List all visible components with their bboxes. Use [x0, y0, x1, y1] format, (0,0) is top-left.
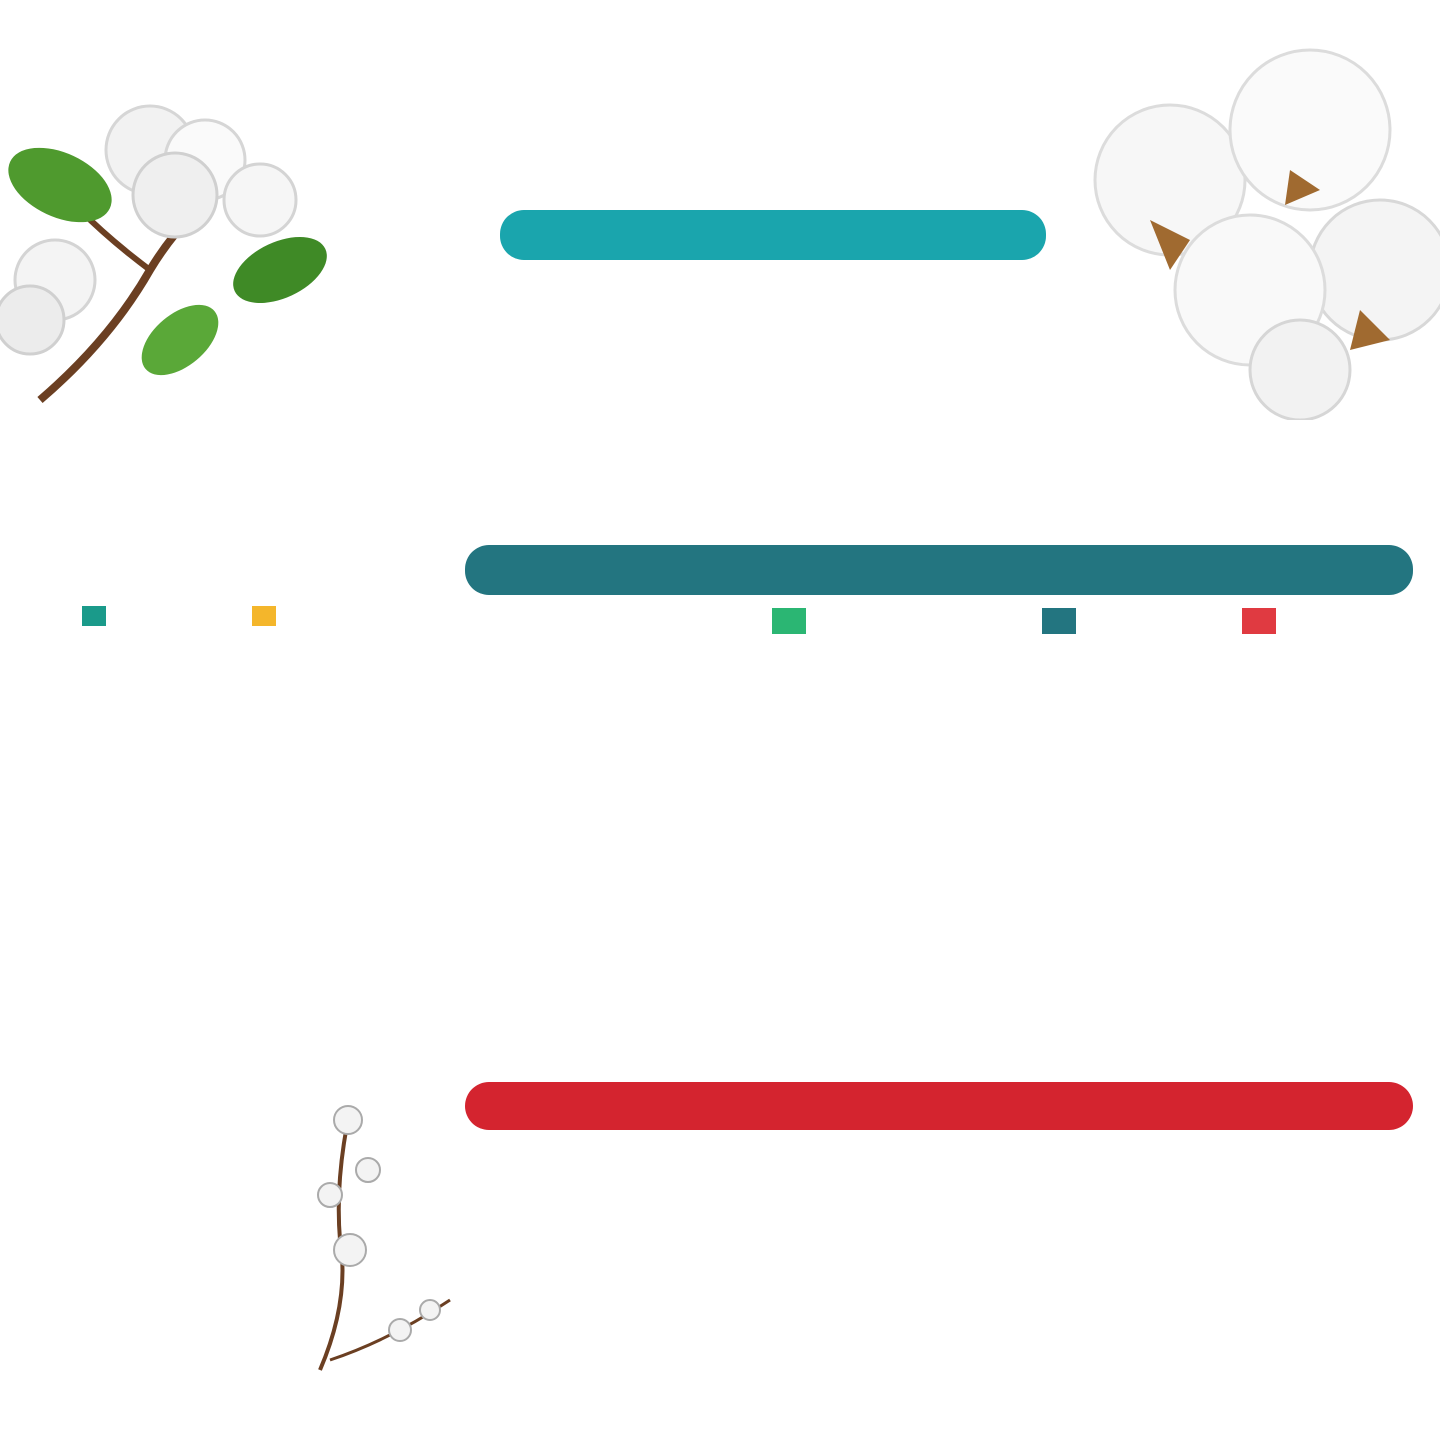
legend-production-swatch [1042, 608, 1076, 634]
trade-section-header [465, 545, 1413, 595]
trade-bar-chart [455, 680, 1425, 1070]
area-chart [240, 320, 1250, 520]
cotton-stem-illustration [290, 1100, 460, 1380]
legend-exports-swatch [772, 608, 806, 634]
legend-lower-egypt [70, 606, 106, 626]
consumption-section-header [465, 1082, 1413, 1130]
legend-lower-egypt-swatch [82, 606, 106, 626]
brand-logo [14, 14, 274, 94]
legend-upper-egypt-swatch [252, 606, 276, 626]
legend-imports [1230, 608, 1276, 634]
legend-upper-egypt [240, 606, 276, 626]
legend-production [1030, 608, 1076, 634]
legend-imports-swatch [1242, 608, 1276, 634]
area-section-header [500, 210, 1046, 260]
legend-exports [760, 608, 806, 634]
